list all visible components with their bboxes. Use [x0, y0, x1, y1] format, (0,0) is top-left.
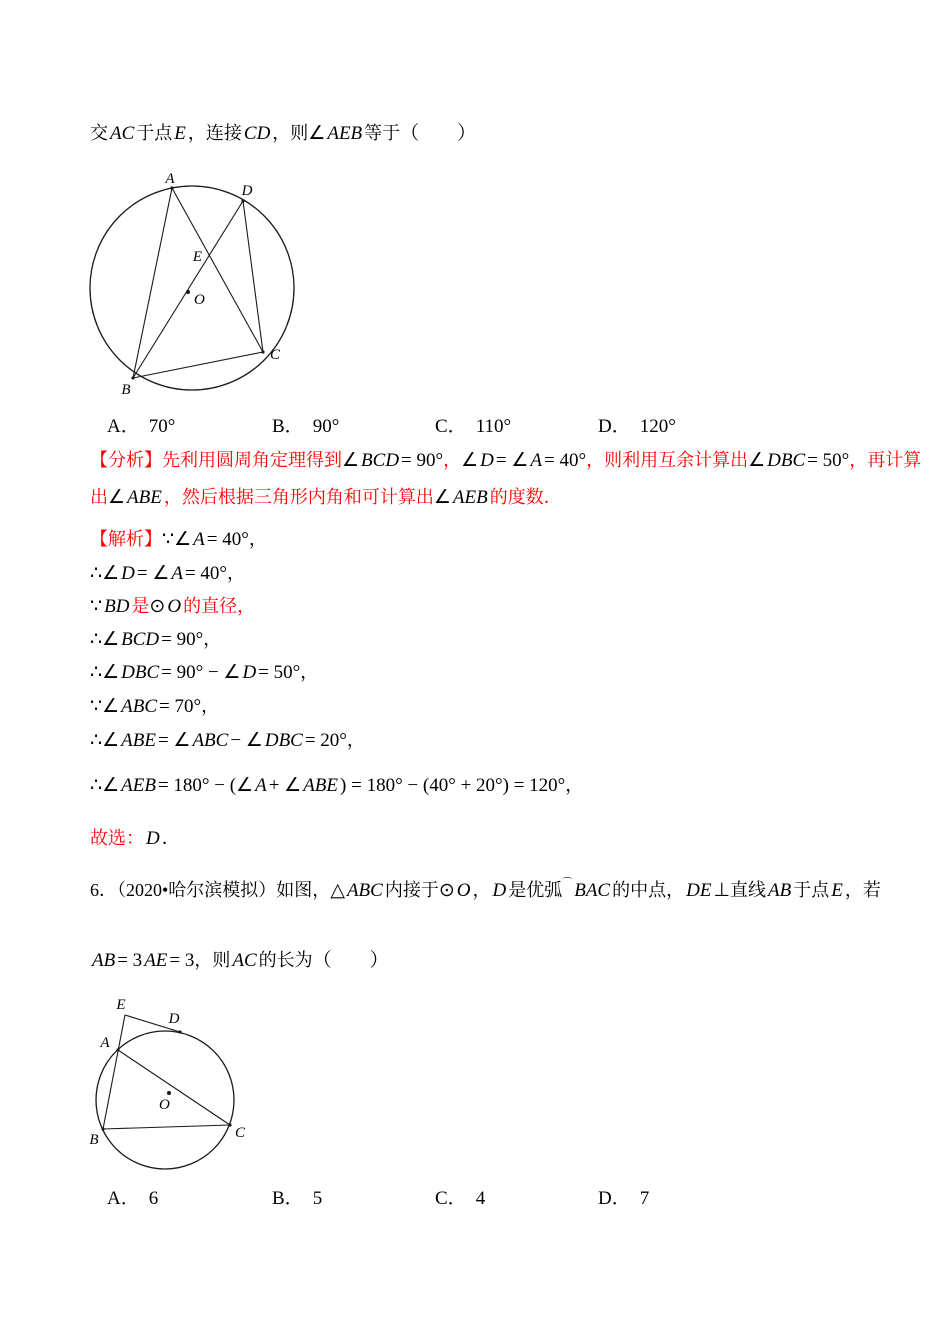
text-segment: ， — [472, 880, 491, 900]
text-segment: A — [255, 775, 267, 796]
q6-option-b-label: B． — [272, 1188, 304, 1209]
text-segment: AB — [768, 880, 792, 901]
text-segment: ∴∠ — [90, 563, 120, 584]
text-segment: ABC — [192, 730, 229, 751]
q5-chord-AB — [133, 188, 172, 378]
q5-option-a — [107, 414, 175, 439]
q5-chord-BC — [133, 352, 263, 378]
q6-line-EB — [103, 1015, 125, 1129]
text-segment: ∠ — [461, 450, 479, 471]
text-segment: BD — [104, 596, 130, 617]
q5-step-angle-abc — [90, 694, 219, 719]
text-segment: 于点 — [793, 880, 830, 900]
text-segment: ABE — [121, 730, 156, 751]
text-segment: ， — [201, 696, 220, 716]
text-segment: ． — [161, 828, 180, 848]
text-segment: E — [174, 123, 186, 144]
text-segment: + ∠ — [268, 775, 302, 796]
q5-point-C — [261, 350, 264, 353]
text-segment: DBC — [264, 730, 303, 751]
q5-circle — [90, 186, 294, 390]
text-segment: 【解析】 — [90, 529, 162, 549]
text-segment: 于点 — [136, 123, 173, 143]
text-segment: 的直径， — [183, 596, 256, 616]
q5-option-b-label: B． — [272, 416, 304, 437]
text-segment: − ∠ — [230, 730, 263, 751]
q6-chord-AC — [118, 1050, 230, 1125]
text-segment: DBC — [767, 450, 806, 471]
text-segment: 【分析】先利用圆周角定理得到 — [90, 450, 342, 470]
q6-option-d — [598, 1186, 649, 1211]
text-segment: ，连接 — [187, 123, 242, 143]
text-segment: ， — [565, 775, 584, 795]
text-segment: = 90° − ∠ — [161, 662, 241, 683]
text-segment: 交 — [90, 123, 108, 143]
q5-label-B: B — [121, 382, 131, 398]
text-segment: △ — [330, 880, 345, 901]
text-segment: ， — [203, 629, 222, 649]
text-segment: AEB — [452, 487, 488, 508]
q6-option-a-label: A． — [107, 1188, 140, 1209]
text-segment: ∴∠ — [90, 775, 120, 796]
q6-point-D — [178, 1030, 181, 1033]
q5-option-d-label: D． — [598, 416, 631, 437]
text-segment: ABC — [121, 696, 158, 717]
text-segment: ABE — [127, 487, 162, 508]
text-segment: AEB — [327, 123, 363, 144]
text-segment: AEB — [121, 775, 156, 796]
text-segment: D — [480, 450, 494, 471]
text-segment: ，则利用互余计算出 — [586, 450, 749, 470]
q6-figure — [85, 995, 260, 1180]
text-segment: ∴∠ — [90, 730, 120, 751]
text-segment: 出 — [90, 487, 108, 507]
text-segment: ，然后根据三角形内角和可计算出 — [163, 487, 434, 507]
text-segment: AC — [110, 123, 135, 144]
q5-step-angle-abe — [90, 728, 365, 753]
q5-option-b — [272, 414, 339, 439]
q5-step-angle-aeb — [90, 773, 583, 798]
text-segment: AB — [92, 950, 116, 971]
text-segment: A — [193, 529, 205, 550]
q6-option-a-value: 6 — [148, 1188, 159, 1209]
text-segment: = 50° — [258, 662, 301, 683]
text-segment: A — [171, 563, 183, 584]
q5-step-angle-d — [90, 561, 245, 586]
text-segment: BAC — [574, 880, 611, 901]
q6-option-d-label: D． — [598, 1188, 631, 1209]
text-segment: （ ） — [312, 950, 389, 971]
q5-label-E: E — [192, 249, 202, 265]
q6-point-B — [101, 1127, 104, 1130]
text-segment: 等于 — [364, 123, 401, 143]
q5-diameter-BD — [133, 201, 243, 378]
text-segment: = 50° — [807, 450, 850, 471]
text-segment: ， — [443, 450, 462, 470]
text-segment: DE — [686, 880, 712, 901]
q5-option-d — [598, 414, 676, 439]
q6-center-dot — [167, 1091, 171, 1095]
q5-chord-DC — [243, 201, 263, 352]
text-segment: = 90° — [401, 450, 444, 471]
text-segment: ， — [227, 563, 246, 583]
text-segment: ⌒ — [562, 878, 573, 889]
q5-point-D — [241, 199, 244, 202]
text-segment: 的度数． — [489, 487, 562, 507]
text-segment: = ∠ — [495, 450, 529, 471]
q6-chord-BC — [103, 1125, 230, 1129]
q5-option-c-value: 110° — [475, 416, 512, 437]
text-segment: 内接于 — [384, 880, 439, 900]
q6-option-d-value: 7 — [639, 1188, 650, 1209]
text-segment: ∵ — [90, 596, 103, 617]
q5-step-angle-bcd — [90, 627, 221, 652]
q6-stem-line-2 — [90, 948, 389, 973]
text-segment: ABC — [346, 880, 383, 901]
text-segment: BCD — [361, 450, 400, 471]
text-segment: O — [456, 880, 471, 901]
text-segment: D — [242, 662, 257, 683]
text-segment: ABE — [303, 775, 339, 796]
q5-center-dot — [186, 290, 190, 294]
q5-option-c — [435, 414, 511, 439]
q6-option-c — [435, 1186, 485, 1211]
text-segment: ∠ — [433, 487, 451, 508]
q5-step-bd-diameter — [90, 594, 255, 619]
text-segment: ∠ — [108, 487, 126, 508]
q5-label-O: O — [194, 292, 205, 308]
text-segment: A — [530, 450, 543, 471]
text-segment: = 40° — [184, 563, 228, 584]
text-segment: ⊙ — [149, 596, 166, 617]
text-segment: ) = 180° − (40° + 20°) = 120° — [340, 775, 566, 796]
q5-analysis-line-1 — [90, 448, 921, 473]
text-segment: 的中点， — [612, 880, 685, 900]
q6-option-a — [107, 1186, 158, 1211]
text-segment: = 40° — [206, 529, 249, 550]
text-segment: BCD — [121, 629, 160, 650]
text-segment: = 90° — [161, 629, 204, 650]
q6-option-c-label: C． — [435, 1188, 467, 1209]
text-segment: ∠ — [308, 123, 326, 144]
text-segment: ∵∠ — [90, 696, 120, 717]
text-segment: ，则 — [272, 123, 309, 143]
q6-point-C — [228, 1123, 231, 1126]
q5-option-a-label: A． — [107, 416, 140, 437]
text-segment: ，再计算 — [849, 450, 922, 470]
text-segment: ∴∠ — [90, 629, 120, 650]
text-segment: D — [146, 828, 160, 849]
q6-label-B: B — [89, 1132, 99, 1148]
text-segment: = ∠ — [157, 730, 191, 751]
text-segment: 6．（2020•哈尔滨模拟）如图， — [90, 880, 331, 900]
text-segment: （ ） — [400, 123, 477, 144]
text-segment: = ∠ — [136, 563, 170, 584]
q5-figure — [85, 170, 315, 405]
text-segment: ∠ — [748, 450, 766, 471]
text-segment: = 40° — [544, 450, 587, 471]
text-segment: 故选： — [90, 828, 144, 848]
q5-point-B — [131, 376, 134, 379]
text-segment: = 3 — [169, 950, 195, 971]
text-segment: O — [167, 596, 182, 617]
text-segment: 直线 — [730, 880, 766, 900]
text-segment: ∴∠ — [90, 662, 120, 683]
text-segment: E — [831, 880, 843, 901]
q6-point-A — [116, 1048, 119, 1051]
q6-option-b — [272, 1186, 322, 1211]
text-segment: = 20° — [304, 730, 347, 751]
q6-label-A: A — [100, 1035, 110, 1051]
text-segment: = 180° − (∠ — [157, 775, 254, 796]
text-segment: = 70° — [159, 696, 202, 717]
text-segment: CD — [243, 123, 271, 144]
text-segment: ，则 — [194, 950, 231, 970]
q5-intro-line — [90, 121, 476, 146]
text-segment: DBC — [121, 662, 160, 683]
q6-label-E: E — [116, 997, 126, 1013]
text-segment: ， — [300, 662, 319, 682]
q5-option-d-value: 120° — [639, 416, 676, 437]
q5-option-b-value: 90° — [312, 416, 340, 437]
text-segment: 是 — [131, 596, 150, 616]
text-segment: ∠ — [342, 450, 360, 471]
q5-option-c-label: C． — [435, 416, 467, 437]
text-segment: D — [492, 880, 507, 901]
q6-option-b-value: 5 — [312, 1188, 323, 1209]
q5-step-angle-dbc — [90, 660, 318, 685]
text-segment: D — [121, 563, 135, 584]
q5-answer-line — [90, 826, 180, 851]
q6-stem-line-1 — [90, 872, 881, 903]
q5-solution-header-line — [90, 527, 267, 552]
text-segment: ，若 — [844, 880, 881, 900]
q5-label-C: C — [270, 347, 281, 363]
text-segment: ， — [346, 730, 365, 750]
text-segment: AC — [232, 950, 257, 971]
text-segment: AE — [144, 950, 168, 971]
q5-analysis-line-2 — [90, 485, 562, 510]
text-segment: ⊥ — [713, 880, 730, 901]
q6-label-O: O — [159, 1097, 170, 1113]
text-segment: ， — [248, 529, 267, 549]
text-segment: 的长为 — [258, 950, 313, 970]
q6-label-C: C — [235, 1125, 246, 1141]
text-segment: 是优弧 — [508, 880, 563, 900]
text-segment: = 3 — [117, 950, 143, 971]
text-segment: ∵∠ — [162, 529, 192, 550]
text-segment: ⊙ — [438, 880, 455, 901]
q5-label-D: D — [241, 183, 253, 199]
q5-option-a-value: 70° — [148, 416, 176, 437]
q6-option-c-value: 4 — [475, 1188, 486, 1209]
q6-label-D: D — [168, 1011, 180, 1027]
q5-chord-AC — [172, 188, 263, 352]
q5-label-A: A — [165, 171, 175, 187]
